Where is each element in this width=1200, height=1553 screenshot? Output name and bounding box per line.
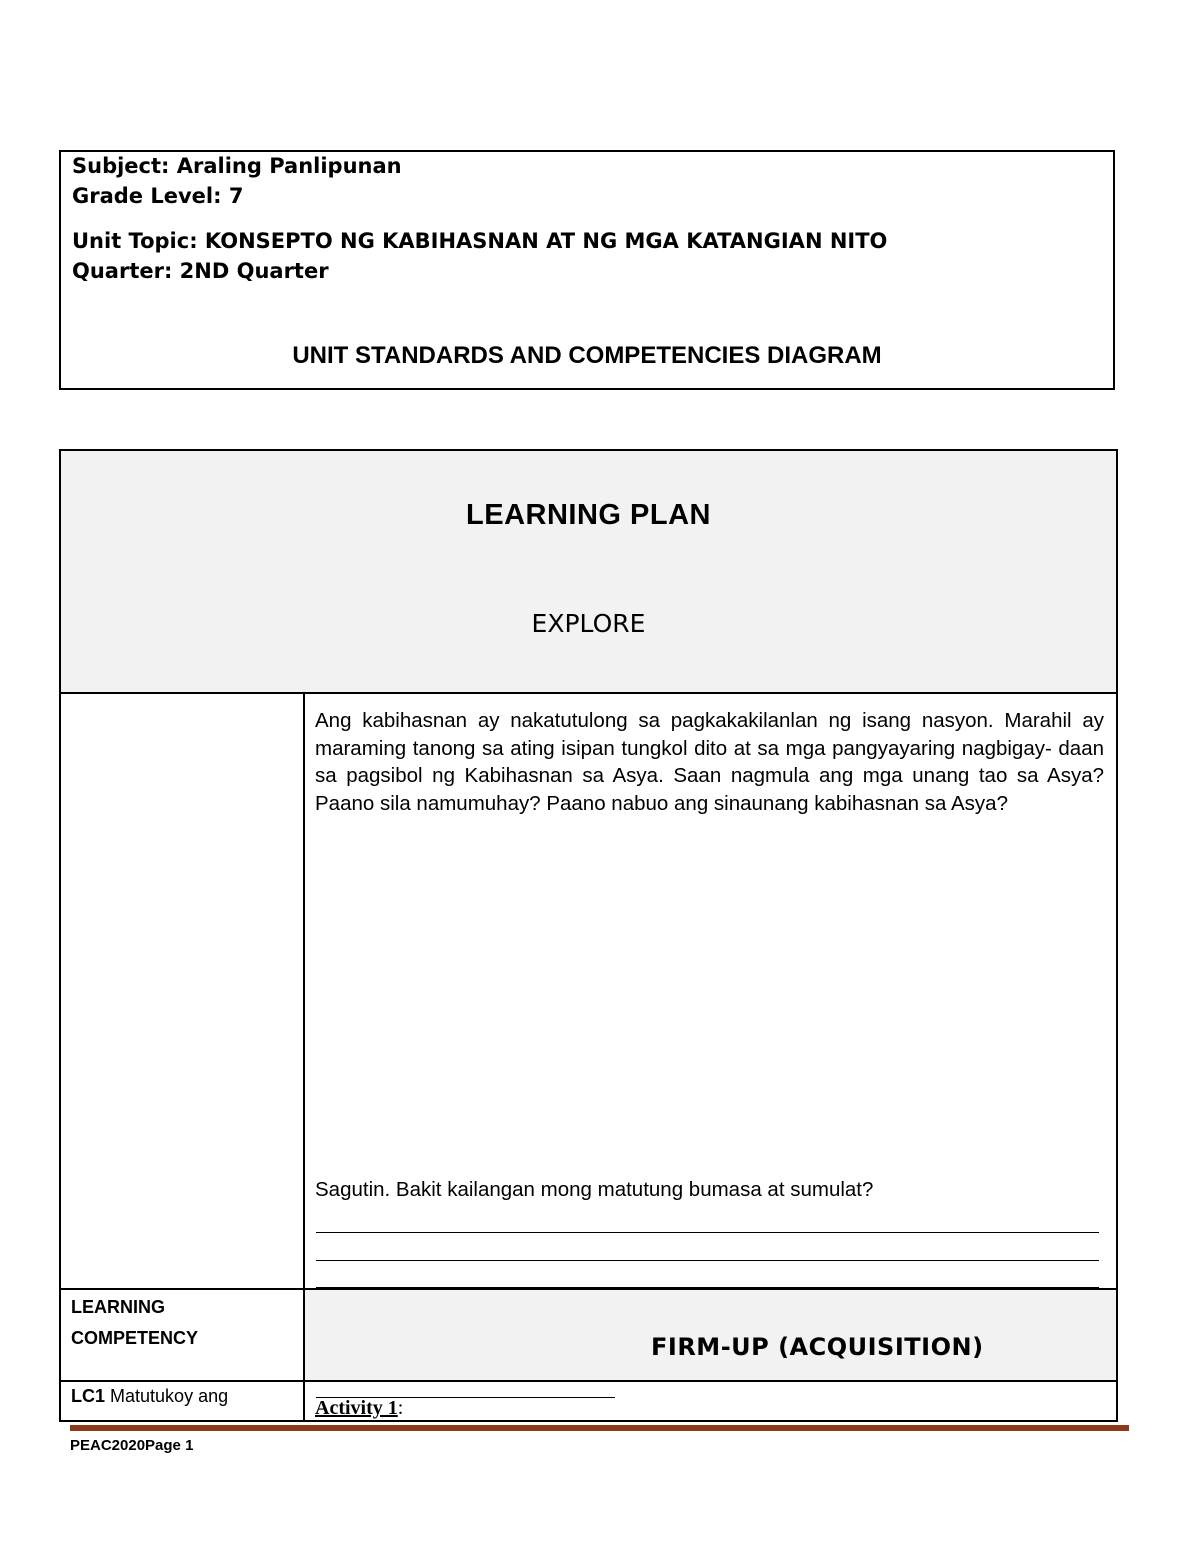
- explore-title: EXPLORE: [531, 609, 646, 638]
- learning-competency-label: LEARNING COMPETENCY: [71, 1297, 199, 1348]
- question-text: Sagutin. Bakit kailangan mong matutung bumasa at sumulat?: [315, 1178, 874, 1201]
- header-box: [59, 150, 1115, 390]
- quarter-line: Quarter: 2ND Quarter: [72, 259, 329, 283]
- learning-plan-table: [59, 449, 1118, 1422]
- subject-line: Subject: Araling Panlipunan: [72, 154, 402, 178]
- lc1-text: [71, 1386, 228, 1407]
- footer-bar: [70, 1425, 1129, 1431]
- learning-plan-title: LEARNING PLAN: [466, 499, 711, 531]
- answer-line[interactable]: [316, 1260, 1099, 1261]
- diagram-title: UNIT STANDARDS AND COMPETENCIES DIAGRAM: [292, 342, 882, 369]
- footer-page-label: PEAC2020Page 1: [70, 1437, 194, 1454]
- activity-title: Activity 1: [315, 1397, 398, 1419]
- explore-paragraph: Ang kabihasnan ay nakatutulong sa pagkakakilanlan ng isang nasyon. Marahil ay maraming tanong sa ating isipan tungkol dito at sa mga pangyayaring nagbigay- daan sa pagsibol ng Kabihasnan sa Asya. Saan nagmula ang mga unang tao sa Asya? Paano sila namumuhay? Paano nabuo ang sinaunang kabihasnan sa Asya?: [315, 709, 1104, 815]
- lc1-description: Matutukoy ang: [110, 1386, 229, 1406]
- grade-level-line: Grade Level: 7: [72, 184, 244, 208]
- lc1-code: LC1: [71, 1386, 106, 1406]
- answer-line[interactable]: [316, 1232, 1099, 1233]
- unit-topic-line: Unit Topic: KONSEPTO NG KABIHASNAN AT NG MGA KATANGIAN NITO: [72, 229, 888, 253]
- activity-label: [315, 1397, 403, 1420]
- activity-colon: :: [397, 1397, 404, 1419]
- explore-content-cell: [305, 694, 1116, 1288]
- firmup-title: FIRM-UP (ACQUISITION): [651, 1333, 984, 1361]
- plan-header-cell: [61, 451, 1116, 694]
- row-divider: [61, 1380, 1116, 1382]
